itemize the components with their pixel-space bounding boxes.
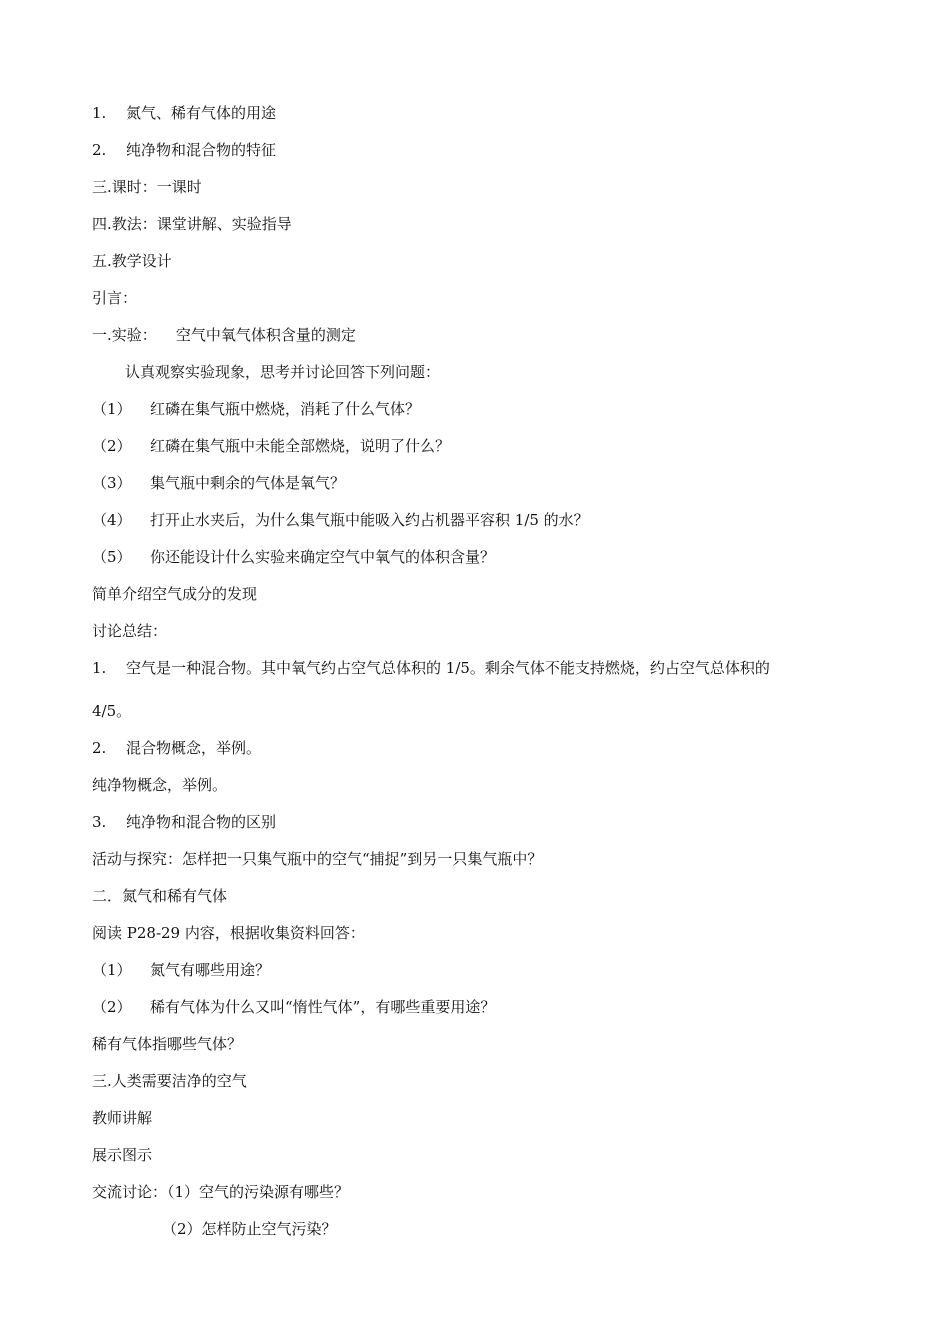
show-diagram: 展示图示 [92,1146,153,1164]
experiment-heading: 一.实验： 空气中氧气体积含量的测定 [92,326,356,344]
summary-heading: 讨论总结： [92,622,168,640]
item-text: 集气瓶中剩余的气体是氧气？ [150,474,346,492]
reading-instruction: 阅读 P28-29 内容，根据收集资料回答： [92,924,365,942]
item-number: 2. [92,739,107,757]
objective-item-2 [92,140,276,160]
clean-air-heading: 三.人类需要洁净的空气 [92,1072,247,1090]
item-text: 稀有气体为什么又叫“惰性气体”，有哪些重要用途？ [150,998,496,1016]
item-text: 打开止水夹后，为什么集气瓶中能吸入约占机器平容积 1/5 的水？ [150,511,589,529]
section-class-hours: 三.课时：一课时 [92,178,202,196]
introduction-heading: 引言： [92,289,138,307]
item-number: （3） [92,474,132,492]
summary-item-1 [92,658,770,678]
question-item-1 [92,399,420,419]
item-text: 你还能设计什么实验来确定空气中氧气的体积含量？ [150,548,496,566]
item-text: 红磷在集气瓶中燃烧，消耗了什么气体？ [150,400,421,418]
teacher-lecture: 教师讲解 [92,1109,153,1127]
nitrogen-question-1 [92,960,270,980]
item-number: 3. [92,813,107,831]
question-item-2 [92,436,450,456]
item-text: 红磷在集气瓶中未能全部燃烧，说明了什么？ [150,437,451,455]
nitrogen-question-2 [92,997,495,1017]
item-number: （4） [92,511,132,529]
item-number: （1） [92,400,132,418]
question-item-3 [92,473,345,493]
summary-item-2 [92,738,261,758]
activity-exploration: 活动与探究：怎样把一只集气瓶中的空气“捕捉”到另一只集气瓶中？ [92,850,543,868]
question-item-5 [92,547,495,567]
noble-gases-question: 稀有气体指哪些气体？ [92,1035,243,1053]
question-item-4 [92,510,589,530]
item-number: 1. [92,104,107,122]
objective-item-1 [92,103,276,123]
item-number: （2） [92,998,132,1016]
item-text: 空气是一种混合物。其中氧气约占空气总体积的 1/5。剩余气体不能支持燃烧，约占空气总体积的 [126,659,770,677]
pure-substance-concept: 纯净物概念，举例。 [92,776,228,794]
item-number: 1. [92,659,107,677]
item-number: （1） [92,961,132,979]
discussion-item-1: 交流讨论：（1）空气的污染源有哪些？ [92,1183,350,1201]
air-discovery-note: 简单介绍空气成分的发现 [92,585,258,603]
summary-item-3 [92,812,276,832]
item-text: 纯净物和混合物的区别 [126,813,277,831]
summary-item-1-continued: 4/5。 [92,702,132,720]
discussion-item-2: （2）怎样防止空气污染？ [162,1220,337,1238]
item-text: 混合物概念，举例。 [126,739,262,757]
item-number: （2） [92,437,132,455]
experiment-instruction: 认真观察实验现象，思考并讨论回答下列问题： [125,363,441,381]
item-number: 2. [92,141,107,159]
item-text: 氮气、稀有气体的用途 [126,104,277,122]
section-teaching-design: 五.教学设计 [92,252,172,270]
item-text: 氮气有哪些用途？ [150,961,271,979]
item-text: 纯净物和混合物的特征 [126,141,277,159]
section-teaching-method: 四.教法：课堂讲解、实验指导 [92,215,292,233]
item-number: （5） [92,548,132,566]
nitrogen-section-heading: 二．氮气和稀有气体 [92,887,228,905]
